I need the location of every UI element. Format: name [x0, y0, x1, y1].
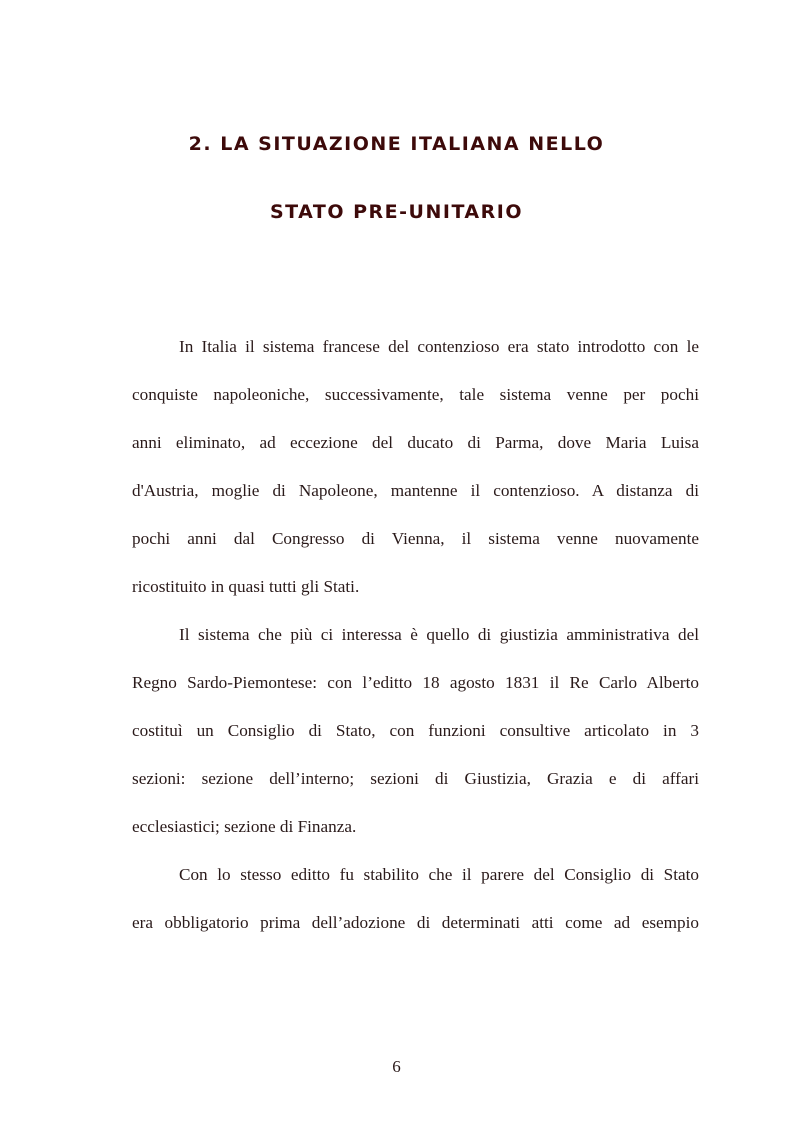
paragraph-3-line-1: Con lo stesso editto fu stabilito che il parere del Consiglio di Stato [179, 865, 699, 884]
paragraph-1-line-1: In Italia il sistema francese del contenzioso era stato introdotto con le [179, 337, 699, 356]
page-number: 6 [392, 1057, 401, 1076]
paragraph-2-line-3: costituì un Consiglio di Stato, con funzioni consultive articolato in 3 [132, 721, 699, 740]
paragraph-1-line-2: conquiste napoleoniche, successivamente, tale sistema venne per pochi [132, 385, 699, 404]
paragraph-2-line-4: sezioni: sezione dell’interno; sezioni di Giustizia, Grazia e di affari [132, 769, 699, 788]
paragraph-1-line-4: d'Austria, moglie di Napoleone, mantenne il contenzioso. A distanza di [132, 481, 699, 500]
paragraph-3-line-2: era obbligatorio prima dell’adozione di determinati atti come ad esempio [132, 913, 699, 932]
paragraph-1-line-5: pochi anni dal Congresso di Vienna, il sistema venne nuovamente [132, 529, 699, 548]
paragraph-2-line-2: Regno Sardo-Piemontese: con l’editto 18 agosto 1831 il Re Carlo Alberto [132, 673, 699, 692]
paragraph-1-line-3: anni eliminato, ad eccezione del ducato di Parma, dove Maria Luisa [132, 433, 699, 452]
chapter-title-line-1: 2. LA SITUAZIONE ITALIANA NELLO [188, 133, 605, 155]
paragraph-2-line-1: Il sistema che più ci interessa è quello di giustizia amministrativa del [179, 625, 699, 644]
chapter-title-line-2: STATO PRE-UNITARIO [270, 201, 523, 223]
paragraph-2-line-5: ecclesiastici; sezione di Finanza. [132, 817, 357, 836]
paragraph-1-line-6: ricostituito in quasi tutti gli Stati. [132, 577, 360, 596]
